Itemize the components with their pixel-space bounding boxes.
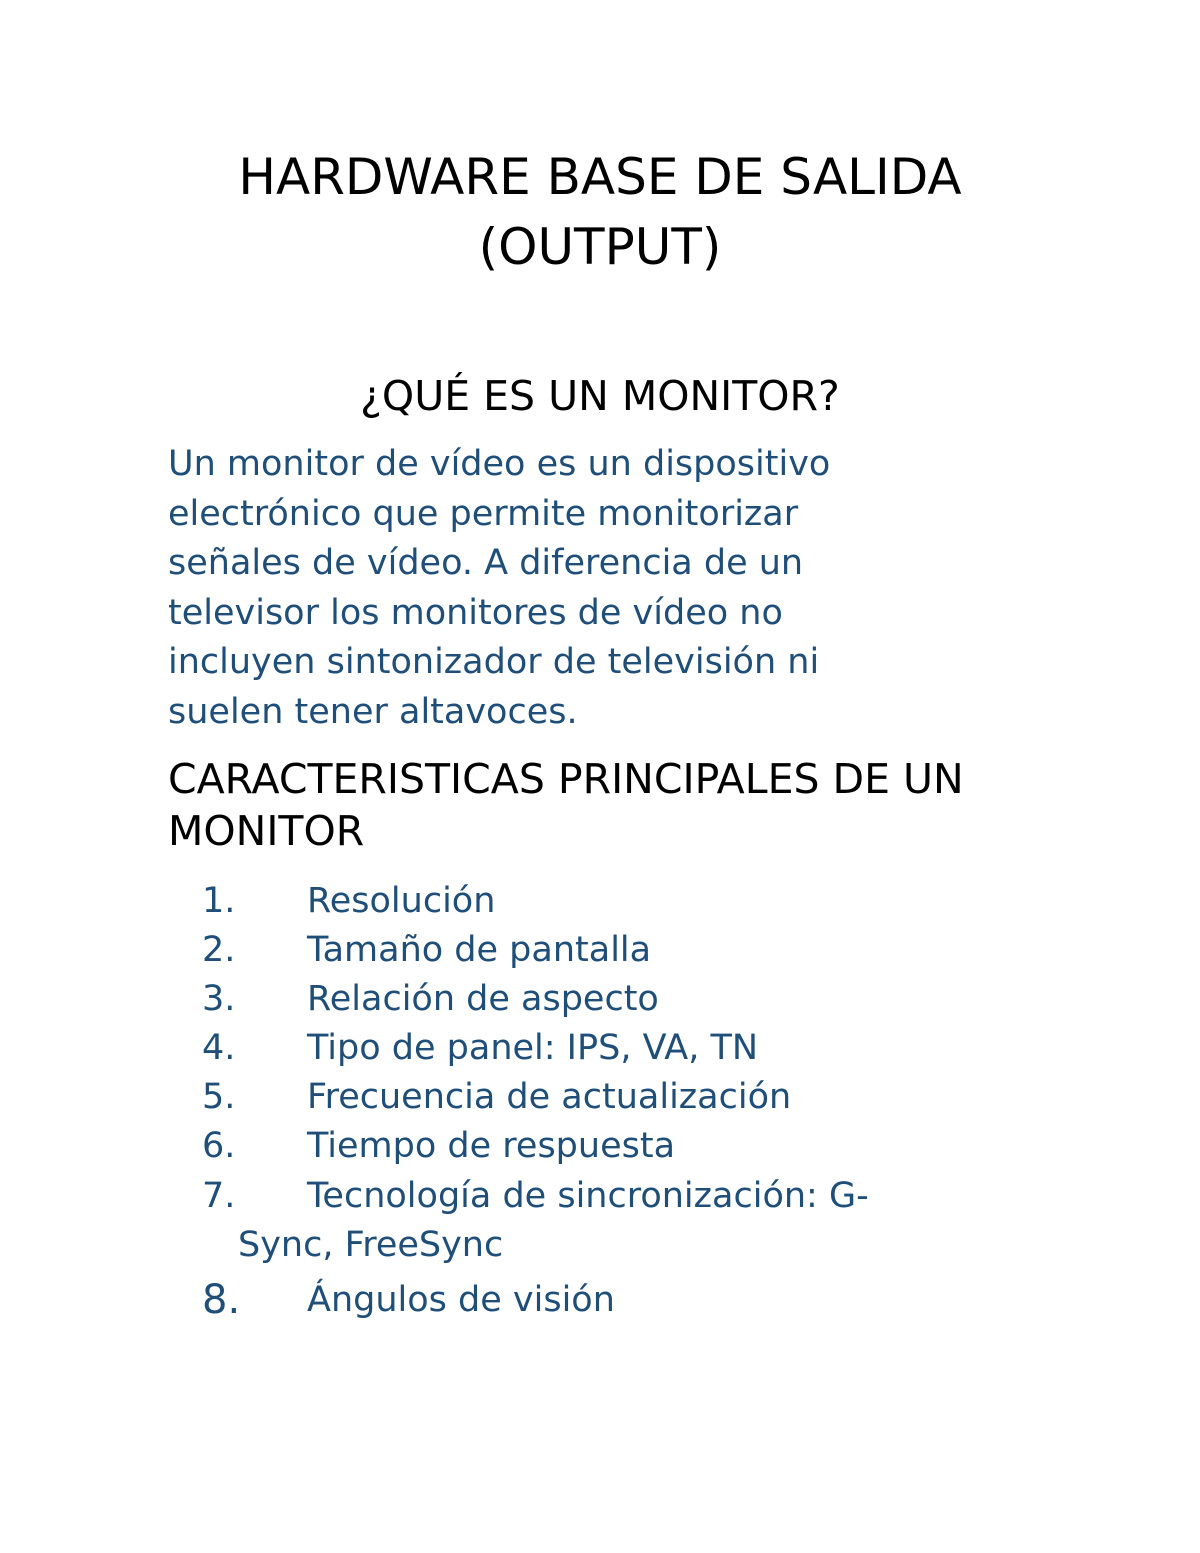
list-item-text: Ángulos de visión (307, 1280, 615, 1320)
list-item-number: 5. (202, 1077, 236, 1117)
list-item-text-continued: Sync, FreeSync (238, 1225, 504, 1265)
list-item-number: 6. (202, 1126, 236, 1166)
list-item-text: Frecuencia de actualización (307, 1077, 792, 1117)
page-title (0, 142, 1200, 282)
list-item-number: 4. (202, 1028, 236, 1068)
section-heading-monitor: ¿QUÉ ES UN MONITOR? (360, 372, 840, 420)
definition-line: electrónico que permite monitorizar (168, 493, 799, 534)
features-heading (168, 753, 1068, 857)
definition-line: televisor los monitores de vídeo no (168, 592, 783, 633)
list-item-number: 3. (202, 979, 236, 1019)
list-item-text: Tipo de panel: IPS, VA, TN (307, 1028, 759, 1068)
definition-line: señales de vídeo. A diferencia de un (168, 543, 804, 583)
definition-line: Un monitor de vídeo es un dispositivo (168, 444, 831, 484)
list-item-number: 2. (202, 930, 236, 970)
list-item-text: Tamaño de pantalla (307, 930, 652, 970)
page-title-line-2: (OUTPUT) (478, 218, 722, 276)
features-heading-line-2: MONITOR (168, 807, 365, 855)
list-item-number: 1. (202, 881, 236, 921)
definition-line: suelen tener altavoces. (168, 691, 578, 732)
list-item-text: Resolución (307, 881, 496, 921)
list-item-text: Relación de aspecto (307, 979, 659, 1019)
monitor-definition-paragraph (168, 440, 948, 737)
list-item-text: Tiempo de respuesta (307, 1126, 676, 1166)
list-item-number: 8. (202, 1277, 241, 1323)
definition-line: incluyen sintonizador de televisión ni (168, 642, 820, 682)
list-item-text: Tecnología de sincronización: G- (307, 1176, 869, 1216)
features-heading-line-1: CARACTERISTICAS PRINCIPALES DE UN (168, 755, 964, 803)
page-title-line-1: HARDWARE BASE DE SALIDA (238, 148, 962, 206)
list-item-number: 7. (202, 1176, 236, 1216)
